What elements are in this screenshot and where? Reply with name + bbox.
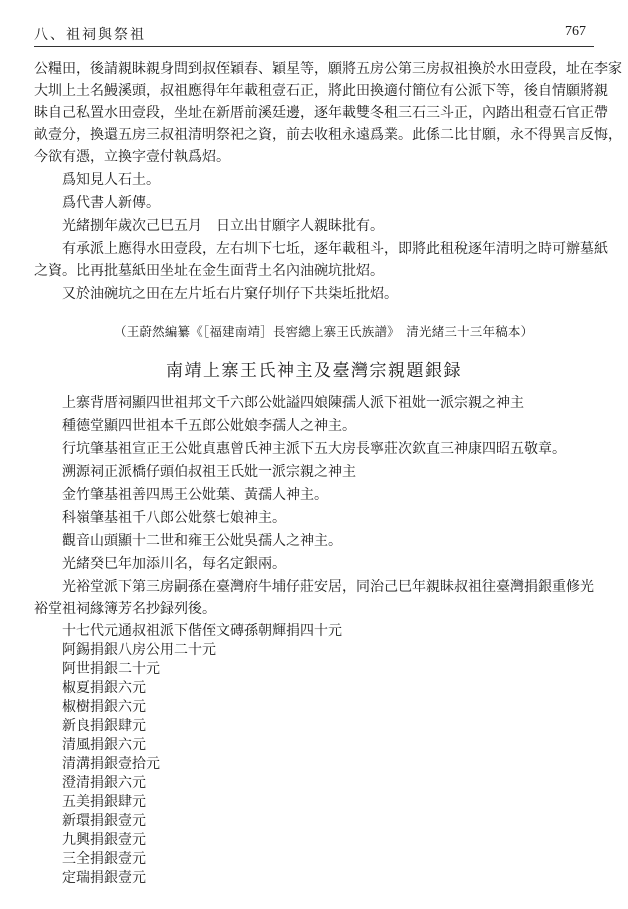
page-header — [34, 22, 594, 47]
donation-item: 椒樹捐銀六元 — [62, 699, 146, 715]
donation-item: 新良捐銀肆元 — [62, 718, 146, 734]
paragraph-line: 光裕堂派下第三房嗣孫在臺灣府牛埔仔莊安居，同治己巳年親眛叔祖往臺灣捐銀重修光 — [62, 579, 594, 595]
chapter-title: 八、祖祠與祭祖 — [34, 27, 146, 43]
page-number: 767 — [565, 24, 586, 39]
donation-item: 三全捐銀壹元 — [62, 851, 146, 867]
paragraph-line: 畝壹分，換還五房三叔祖清明祭祀之資，前去收租永遠爲業。此係二比甘願，永不得異言反悔， — [34, 127, 622, 143]
tablet-line: 觀音山頭顯十二世和雍王公妣吳孺人之神主。 — [62, 533, 342, 549]
date-line: 光緒捌年歲次己巳五月 日立出甘願字人親眛批有。 — [62, 218, 384, 234]
document-title: 南靖上寨王氏神主及臺灣宗親題銀録 — [166, 361, 462, 381]
donation-item: 十七代元通叔祖派下偕侄文磚孫朝輝捐四十元 — [62, 623, 342, 639]
donation-item: 九興捐銀壹元 — [62, 832, 146, 848]
paragraph-line: 裕堂祖祠緣簿芳名抄録列後。 — [34, 601, 216, 617]
source-citation: （王蔚然編纂《［福建南靖］長窖總上寨王氏族譜》 清光緒三十三年稿本） — [114, 324, 534, 339]
donation-item: 阿世捐銀二十元 — [62, 661, 160, 677]
note-line: 光緒癸巳年加添川名，每名定銀兩。 — [62, 556, 286, 572]
tablet-line: 科嶺肇基祖千八郎公妣蔡七娘神主。 — [62, 510, 286, 526]
tablet-line: 金竹肇基祖善四馬王公妣葉、黃孺人神主。 — [62, 487, 328, 503]
paragraph-line: 公糧田，後請親眛親身問到叔侄穎春、穎星等，願將五房公第三房叔祖換於水田壹段，址在李家 — [34, 61, 622, 77]
paragraph-line: 大圳上土名鰻溪頭，叔祖應得年年載租壹石正，將此田換適付簡位有公派下等，後自情願將親 — [34, 83, 608, 99]
donation-item: 定瑞捐銀壹元 — [62, 870, 146, 886]
witness-line: 爲知見人石土。 — [62, 172, 160, 188]
paragraph-line: 今欲有憑，立換字壹付執爲炤。 — [34, 149, 230, 165]
paragraph-line: 之資。比再批墓紙田坐址在金生面背土名內油碗坑批炤。 — [34, 263, 384, 279]
donation-item: 阿錫捐銀八房公用二十元 — [62, 642, 216, 658]
scribe-line: 爲代書人新傳。 — [62, 195, 160, 211]
paragraph-line: 又於油碗坑之田在左片坵右片窠仔圳仔下共柒坵批炤。 — [62, 286, 398, 302]
tablet-line: 種德堂顯四世祖本千五郎公妣娘李孺人之神主。 — [62, 418, 356, 434]
tablet-line: 上寨背厝祠顯四世祖邦文千六郎公妣謚四娘陳孺人派下祖妣一派宗親之神主 — [62, 395, 524, 411]
tablet-line: 行坑肇基祖宣正王公妣貞惠曾氏神主派下五大房長寧莊次欽直三神康四昭五敬章。 — [62, 441, 566, 457]
tablet-line: 溯源祠正派橋仔頭伯叔祖王氏妣一派宗親之神主 — [62, 464, 356, 480]
donation-item: 椒夏捐銀六元 — [62, 680, 146, 696]
donation-item: 清風捐銀六元 — [62, 737, 146, 753]
donation-item: 清溝捐銀壹拾元 — [62, 756, 160, 772]
paragraph-line: 眛自己私置水田壹段，坐址在新厝前溪廷邊，逐年載雙冬租三石三斗正，內踏出租壹石官正帶 — [34, 105, 608, 121]
donation-item: 五美捐銀肆元 — [62, 794, 146, 810]
donation-item: 新環捐銀壹元 — [62, 813, 146, 829]
donation-item: 澄清捐銀六元 — [62, 775, 146, 791]
paragraph-line: 有承派上應得水田壹段，左右圳下七坵，逐年載租斗，即將此租稅逐年清明之時可辦墓紙 — [62, 241, 608, 257]
